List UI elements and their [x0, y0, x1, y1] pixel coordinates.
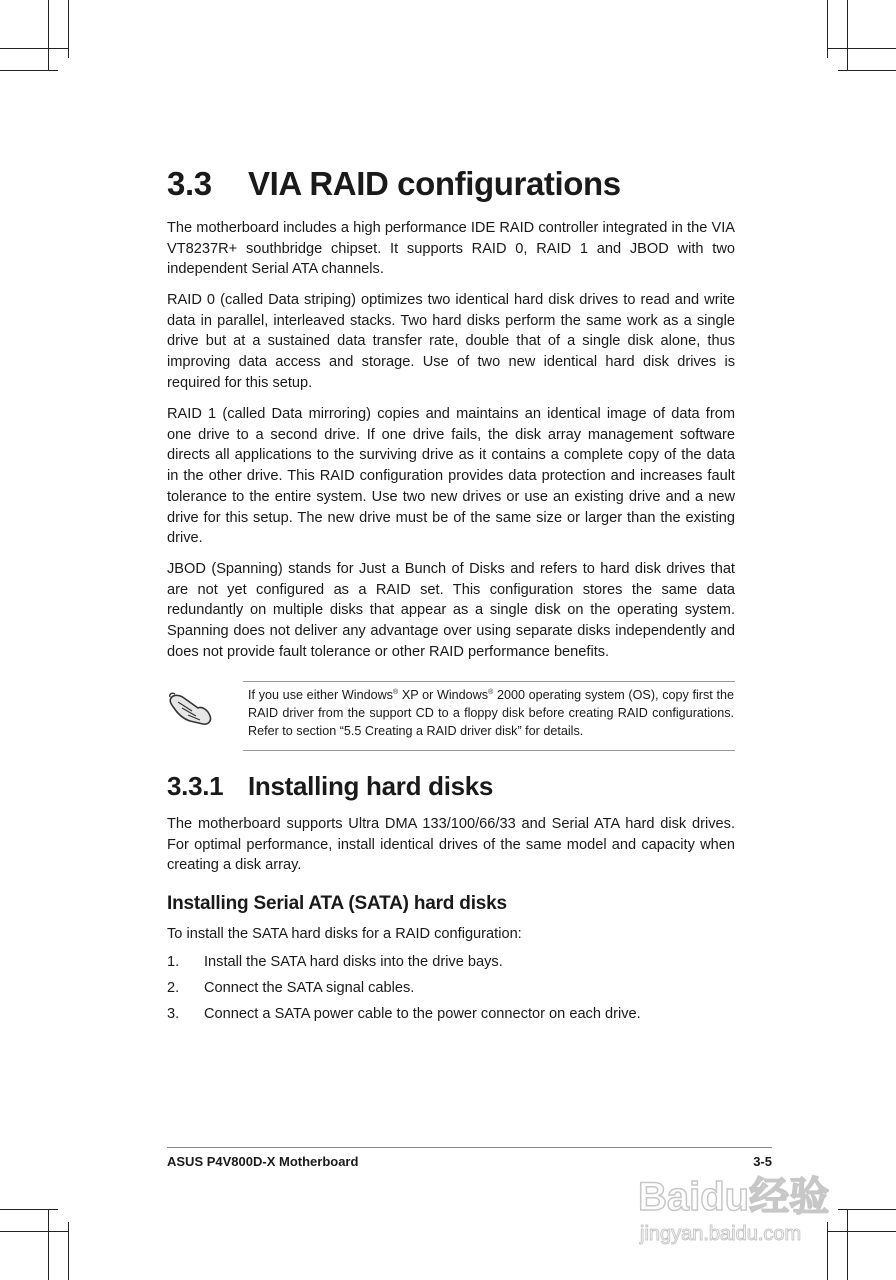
step-number: 3. [167, 1006, 180, 1022]
crop-mark [828, 48, 896, 49]
footer-rule [167, 1147, 772, 1148]
step-number: 1. [167, 954, 180, 970]
note-text-part: 2000 operating system (OS), copy first the RAID driver from the support CD to a floppy disk before creating RAID configurations. Refer to section “5.5 Creating a RAID driver disk” for details. [248, 688, 734, 739]
list-item [167, 978, 414, 998]
crop-mark [48, 0, 49, 70]
crop-mark [827, 0, 828, 58]
crop-mark [0, 1231, 68, 1232]
subsection-title-text: Installing hard disks [248, 771, 494, 801]
section-number: 3.3 [167, 165, 212, 202]
crop-mark [838, 70, 896, 71]
footer-product: ASUS P4V800D-X Motherboard [167, 1154, 359, 1169]
registered-mark: ® [392, 688, 399, 696]
watermark-brand: Baidu经验 [638, 1175, 830, 1219]
crop-mark [847, 1210, 848, 1280]
paragraph-raid1: RAID 1 (called Data mirroring) copies and maintains an identical image of data from one drive to a second drive. If one drive fails, the disk array management software directs all applications to the surviving drive as it contains a complete copy of the data in the other drive. This RAID configuration provides data protection and increases fault tolerance to the entire system. Use two new drives or use an existing drive and a new drive for this setup. The new drive must be of the same size or larger than the existing drive. [167, 406, 735, 547]
crop-mark [0, 70, 58, 71]
crop-mark [847, 0, 848, 70]
paragraph-intro: The motherboard includes a high performance IDE RAID controller integrated in the VIA VT8237R+ southbridge chipset. It supports RAID 0, RAID 1 and JBOD with two independent Serial ATA channels. [167, 220, 735, 278]
note-text [248, 686, 734, 741]
paragraph [167, 290, 735, 394]
crop-mark [0, 1209, 58, 1210]
subsection-title [167, 768, 493, 804]
page-number: 3-5 [753, 1154, 772, 1169]
sata-heading: Installing Serial ATA (SATA) hard disks [167, 893, 507, 914]
paragraph [167, 559, 735, 663]
paragraph-install-intro: The motherboard supports Ultra DMA 133/100/66/33 and Serial ATA hard disk drives. For optimal performance, install identical drives of the same model and capacity when creating a disk array. [167, 816, 735, 874]
list-item [167, 952, 503, 972]
baidu-watermark-logo [636, 1164, 846, 1248]
watermark-url: jingyan.baidu.com [640, 1223, 802, 1245]
paragraph-jbod: JBOD (Spanning) stands for Just a Bunch of Disks and refers to hard disk drives that are not yet configured as a RAID set. This configuration stores the same data redundantly on multiple disks that appear as a single disk on the operating system. Spanning does not deliver any advantage over using separate disks independently and does not provide fault tolerance or other RAID performance benefits. [167, 561, 735, 660]
crop-mark [0, 48, 68, 49]
paragraph-raid0: RAID 0 (called Data striping) optimizes two identical hard disk drives to read and write data in parallel, interleaved stacks. Two hard disks perform the same work as a single drive but at a sustained data transfer rate, double that of a single disk alone, thus improving data access and storage. Use of two new identical hard disk drives is required for this setup. [167, 292, 735, 391]
section-title [167, 162, 621, 206]
note-top-rule [243, 681, 735, 682]
step-text: Connect the SATA signal cables. [204, 980, 415, 996]
step-text: Install the SATA hard disks into the drive bays. [204, 954, 503, 970]
note-text-part: XP or Windows [398, 688, 489, 702]
paragraph [167, 814, 735, 876]
step-number: 2. [167, 980, 180, 996]
paragraph [167, 404, 735, 549]
crop-mark [68, 0, 69, 58]
note-bottom-rule [243, 750, 735, 751]
list-item [167, 1004, 641, 1024]
section-title-text: VIA RAID configurations [248, 165, 621, 202]
sata-intro: To install the SATA hard disks for a RAID configuration: [167, 926, 522, 942]
subsection-number: 3.3.1 [167, 771, 224, 801]
crop-mark [838, 1209, 896, 1210]
paragraph [167, 924, 735, 945]
step-text: Connect a SATA power cable to the power connector on each drive. [204, 1006, 641, 1022]
paragraph [167, 218, 735, 280]
registered-mark: ® [488, 688, 494, 696]
crop-mark [68, 1222, 69, 1280]
crop-mark [48, 1210, 49, 1280]
note-text-part: If you use either Windows [248, 688, 393, 702]
hand-note-icon [168, 688, 214, 728]
